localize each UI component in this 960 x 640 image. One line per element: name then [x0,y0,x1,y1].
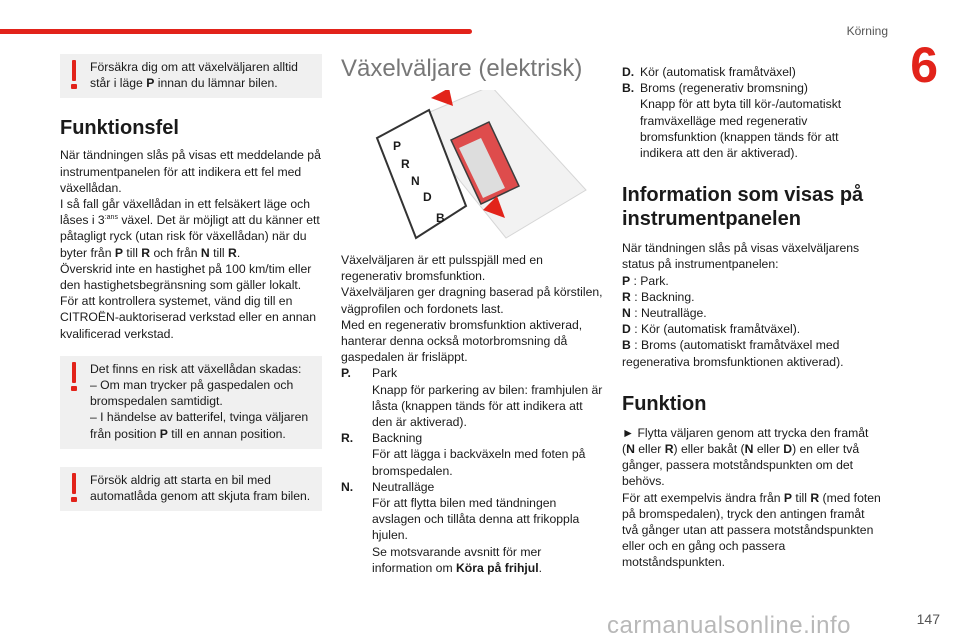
section-label: Körning [846,24,888,38]
watermark: carmanualsonline.info [607,612,851,639]
top-accent-bar [0,29,472,34]
warning-box [60,54,322,98]
section-heading: Funktion [622,392,707,415]
gear-selector-illustration [341,90,603,240]
paragraph: Med en regenerativ bromsfunktion aktiverad, hanterar denna också motorbromsning då gaspedalen är frisläppt. [341,317,583,365]
list-item: B : Broms (automatiskt framåtväxel med regenerativa bromsfunktionen aktiverad). [622,338,844,369]
warning-box [60,467,322,511]
section-heading: Funktionsfel [60,117,179,140]
column-right [622,64,884,571]
paragraph: ► Flytta väljaren genom att trycka den framåt (N eller R) eller bakåt (N eller D) en eller två gånger, passera motståndspunkten om det behövs. [622,425,869,489]
gear-letter: P [393,139,402,153]
section-heading: Information som visas på instrumentpanelen [622,184,864,231]
warning-icon [71,60,77,90]
warning-text: Försäkra dig om att växelväljaren alltid står i läge P innan du lämnar bilen. [90,60,298,91]
paragraph: För att exempelvis ändra från P till R (med foten på bromspedalen), tryck den antingen framåt två gånger utan att passera motståndspunkten eller och en gång och passera motståndspunkten. [622,490,881,570]
warning-icon [71,362,77,392]
column-left [60,54,322,525]
paragraph: När tändningen slås på visas växelväljarens status på instrumentpanelen: [622,241,860,272]
gear-definition-list [341,365,603,576]
paragraph: Växelväljaren är ett pulsspjäll med en regenerativ bromsfunktion. [341,253,543,284]
list-item: D : Kör (automatisk framåtväxel). [622,322,801,337]
paragraph: Överskrid inte en hastighet på 100 km/tim eller den hastighetsbegränsning som gäller lokalt. [60,261,312,293]
list-item: P : Park. [622,273,669,288]
paragraph: I så fall går växellådan in ett felsäkert läge och låses i $3^{:ans}$ växel. Det är möjligt att du känner ett påtagligt ryck (utan risk för växellådan) när du byter från P till R och från N till R. [60,197,320,260]
gear-letter: N [411,174,420,188]
list-item: P. Park Knapp för parkering av bilen: framhjulen är låsta (knappen tänds för att indikera att den är aktiverad). [341,366,603,430]
chapter-number: 6 [910,37,938,93]
list-item: R : Backning. [622,289,695,304]
gear-letter: B [436,211,445,225]
warning-text: Försök aldrig att starta en bil med automatlåda genom att skjuta fram bilen. [90,472,311,504]
paragraph: Växelväljaren ger dragning baserad på körstilen, vägprofilen och fordonets last. [341,285,603,316]
warning-icon [71,473,77,503]
paragraph: För att kontrollera systemet, vänd dig till en CITROËN-auktoriserad verkstad eller en annan kvalificerad verkstad. [60,294,317,341]
column-middle [341,54,603,576]
page-number: 147 [916,611,940,627]
list-item: R. Backning För att lägga i backväxeln med foten på bromspedalen. [341,431,586,478]
gear-letter: R [401,157,410,171]
gear-definition-list [622,64,884,161]
list-item: N. Neutralläge För att flytta bilen med tändningen avslagen och tillåta denna att frikoppla hjulen. Se motsvarande avsnitt för mer information om Köra på frihjul. [341,479,580,575]
status-list [622,273,884,370]
gear-letter: D [423,190,432,204]
warning-box: Det finns en risk att växellådan skadas: – Om man trycker på gaspedalen och bromspedalen samtidigt. – I händelse av batterifel, tvinga väljaren från position P till en annan position. [60,356,322,449]
list-item: B. Broms (regenerativ bromsning) Knapp för att byta till kör-/automatiskt framväxelläge med regenerativ bromsfunktion (knappen tänds för att indikera att den är aktiverad). [622,81,842,161]
paragraph: När tändningen slås på visas ett meddelande på instrumentpanelen för att indikera ett fel med växellådan. [60,148,321,195]
list-item: N : Neutralläge. [622,306,707,321]
page-title: Växelväljare (elektrisk) [341,55,583,82]
list-item: D. Kör (automatisk framåtväxel) [622,65,796,79]
